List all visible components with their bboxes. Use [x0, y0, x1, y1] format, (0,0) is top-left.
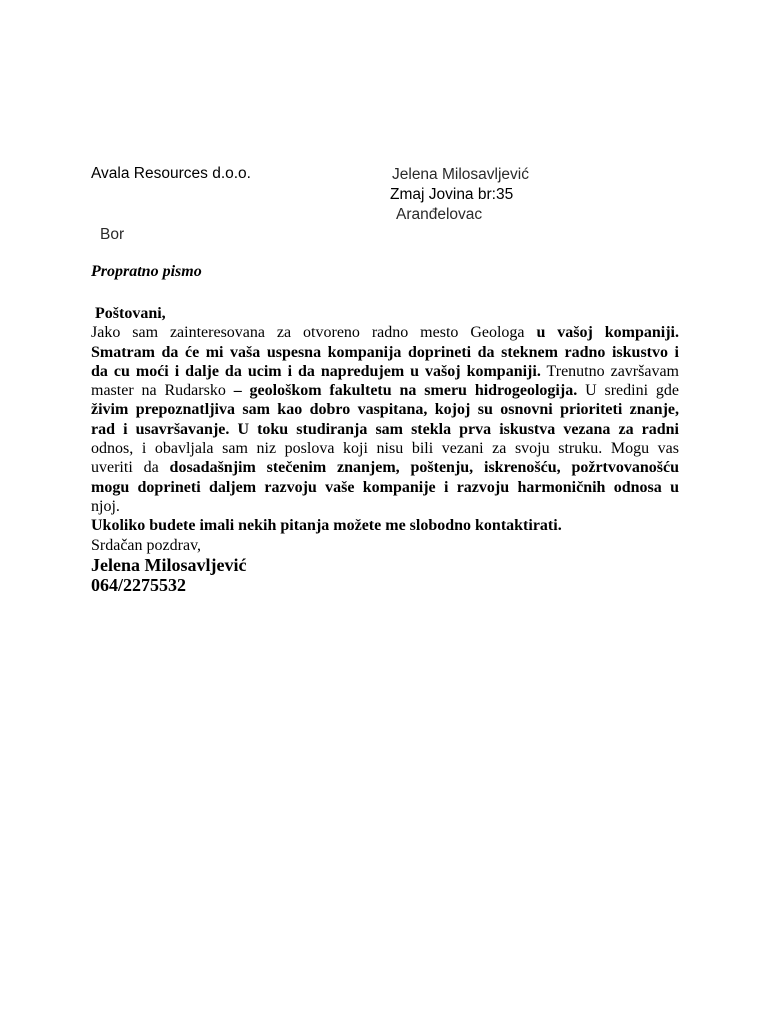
body-text: Trenutno završavam: [540, 362, 680, 380]
greeting: Poštovani,: [95, 305, 166, 322]
body-text-bold: u vašoj kompaniji.: [536, 324, 679, 342]
letter-subject: Propratno pismo: [91, 263, 202, 280]
letter-body: [91, 304, 679, 595]
body-text: master na Rudarsko: [91, 382, 234, 400]
body-text-bold: dosadašnjim stečenim znanjem, poštenju, iskrenošću, požrtvovanošću: [169, 459, 680, 477]
body-line: [91, 362, 679, 381]
closing: Srdačan pozdrav,: [91, 536, 202, 554]
body-line: Ukoliko budete imali nekih pitanja možete me slobodno kontaktirati.: [91, 517, 562, 535]
body-text: Jako sam zainteresovana za otvoreno radno mesto Geologa: [91, 324, 537, 342]
body-text-bold: – geološkom fakultetu na smeru hidrogeologija.: [233, 382, 578, 400]
body-line: odnos, i obavljala sam niz poslova koji nisu bili vezani za svoju struku. Mogu vas: [91, 440, 679, 458]
body-line: njoj.: [91, 497, 120, 515]
body-line: [91, 323, 679, 342]
sender-street: Zmaj Jovina br:35: [390, 186, 514, 203]
body-line: rad i usavršavanje. U toku studiranja sam stekla prva iskustva vezana za radni: [91, 420, 679, 438]
body-text: uveriti da: [91, 459, 170, 477]
recipient-company: Avala Resources d.o.o.: [91, 165, 251, 182]
body-line: mogu doprineti daljem razvoju vaše kompanije i razvoju harmoničnih odnosa u: [91, 478, 679, 496]
sender-city: Aranđelovac: [396, 206, 483, 223]
body-line: [91, 458, 679, 477]
body-text: U sredini gde: [577, 382, 680, 400]
body-line: [91, 381, 679, 400]
recipient-city: Bor: [100, 226, 125, 243]
sender-name: Jelena Milosavljević: [392, 166, 529, 183]
body-text-bold: da cu moći i dalje da ucim i da napredujem u vašoj kompaniji.: [91, 362, 541, 380]
body-line: Smatram da će mi vaša uspesna kompanija doprineti da steknem radno iskustvo i: [91, 343, 679, 361]
signature-name: Jelena Milosavljević: [91, 554, 247, 575]
signature-phone: 064/2275532: [91, 574, 187, 595]
body-line: živim prepoznatljiva sam kao dobro vaspitana, kojoj su osnovni prioriteti znanje,: [91, 401, 679, 419]
